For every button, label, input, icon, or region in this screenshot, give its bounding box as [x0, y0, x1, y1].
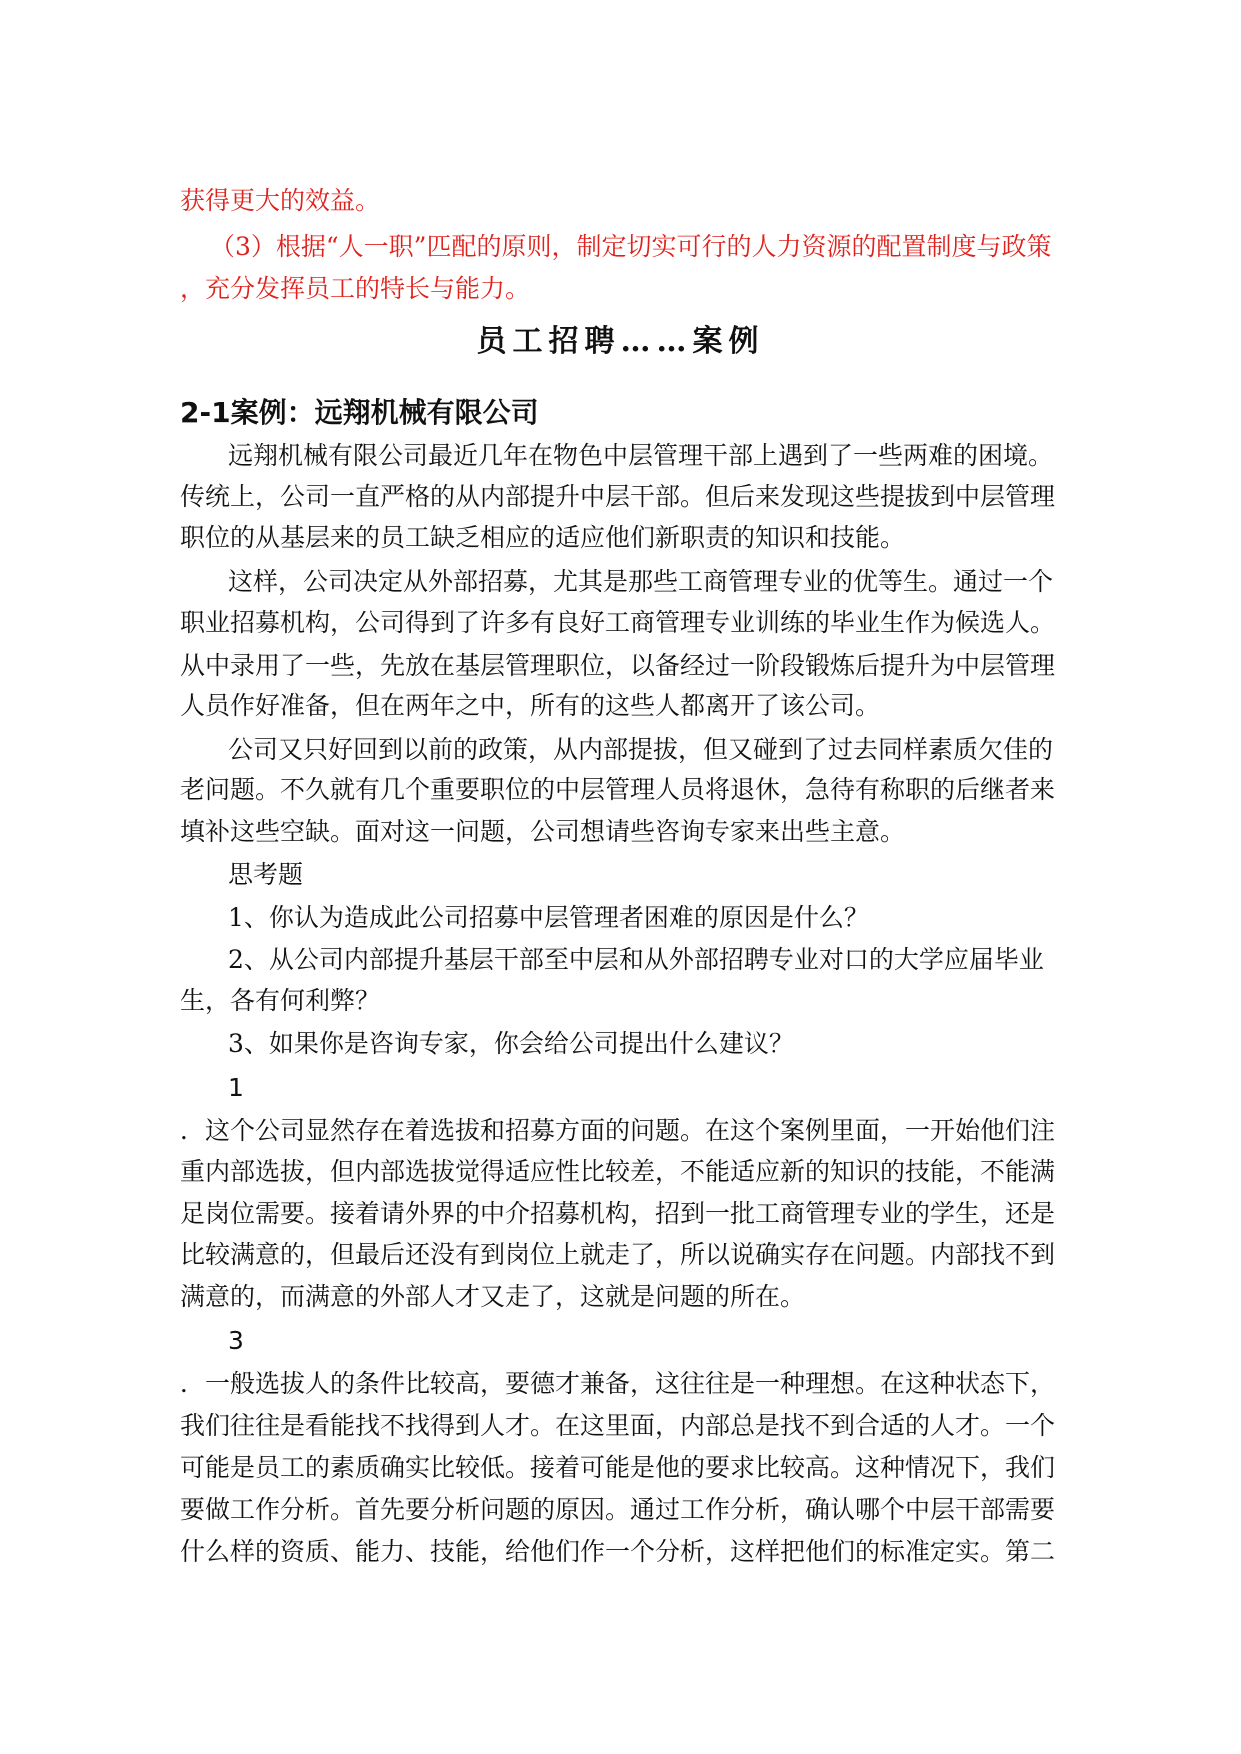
case-paragraph-line: 老问题。不久就有几个重要职位的中层管理人员将退休，急待有称职的后继者来 — [180, 775, 1056, 804]
case-paragraph-line: 公司又只好回到以前的政策，从内部提拔，但又碰到了过去同样素质欠佳的 — [228, 735, 1054, 764]
answer-1-line: 满意的，而满意的外部人才又走了，这就是问题的所在。 — [180, 1282, 806, 1311]
case-paragraph-line: 职业招募机构，公司得到了许多有良好工商管理专业训练的毕业生作为候选人。 — [180, 608, 1056, 637]
questions-label: 思考题 — [228, 860, 304, 889]
answer-3-line: ．一般选拔人的条件比较高，要德才兼备，这往往是一种理想。在这种状态下， — [180, 1369, 1056, 1398]
answer-3-line: 可能是员工的素质确实比较低。接着可能是他的要求比较高。这种情况下，我们 — [180, 1453, 1056, 1482]
section-title: 员工招聘……案例 — [476, 324, 765, 359]
case-paragraph-line: 这样，公司决定从外部招募，尤其是那些工商管理专业的优等生。通过一个 — [228, 567, 1054, 596]
case-heading: 2-1案例：远翔机械有限公司 — [180, 396, 539, 429]
answer-3-line: 要做工作分析。首先要分析问题的原因。通过工作分析，确认哪个中层干部需要 — [180, 1495, 1056, 1524]
answer-3-number: 3 — [228, 1326, 244, 1355]
case-paragraph-line: 人员作好准备，但在两年之中，所有的这些人都离开了该公司。 — [180, 691, 881, 720]
answer-3-line: 我们往往是看能找不找得到人才。在这里面，内部总是找不到合适的人才。一个 — [180, 1411, 1056, 1440]
intro-line-3: ，充分发挥员工的特长与能力。 — [180, 274, 531, 303]
question-3: 3、如果你是咨询专家，你会给公司提出什么建议？ — [228, 1029, 794, 1058]
question-2: 2、从公司内部提升基层干部至中层和从外部招聘专业对口的大学应届毕业 — [228, 945, 1044, 974]
answer-1-line: 比较满意的，但最后还没有到岗位上就走了，所以说确实存在问题。内部找不到 — [180, 1240, 1056, 1269]
case-paragraph-line: 传统上，公司一直严格的从内部提升中层干部。但后来发现这些提拔到中层管理 — [180, 482, 1056, 511]
case-paragraph-line: 职位的从基层来的员工缺乏相应的适应他们新职责的知识和技能。 — [180, 523, 906, 552]
question-2-continued: 生，各有何利弊？ — [180, 986, 381, 1015]
case-paragraph-line: 从中录用了一些，先放在基层管理职位，以备经过一阶段锻炼后提升为中层管理 — [180, 651, 1056, 680]
answer-1-line: 重内部选拔，但内部选拔觉得适应性比较差，不能适应新的知识的技能，不能满 — [180, 1157, 1056, 1186]
answer-3-line: 什么样的资质、能力、技能，给他们作一个分析，这样把他们的标准定实。第二 — [180, 1537, 1056, 1566]
answer-1-line: ．这个公司显然存在着选拔和招募方面的问题。在这个案例里面，一开始他们注 — [180, 1116, 1056, 1145]
case-paragraph-line: 远翔机械有限公司最近几年在物色中层管理干部上遇到了一些两难的困境。 — [228, 441, 1054, 470]
question-1: 1、你认为造成此公司招募中层管理者困难的原因是什么？ — [228, 903, 869, 932]
answer-1-number: 1 — [228, 1073, 244, 1102]
intro-line-2: （3）根据“人一职”匹配的原则，制定切实可行的人力资源的配置制度与政策 — [210, 232, 1052, 261]
intro-line-1: 获得更大的效益。 — [180, 186, 381, 215]
case-paragraph-line: 填补这些空缺。面对这一问题，公司想请些咨询专家来出些主意。 — [180, 817, 906, 846]
answer-1-line: 足岗位需要。接着请外界的中介招募机构，招到一批工商管理专业的学生，还是 — [180, 1199, 1056, 1228]
